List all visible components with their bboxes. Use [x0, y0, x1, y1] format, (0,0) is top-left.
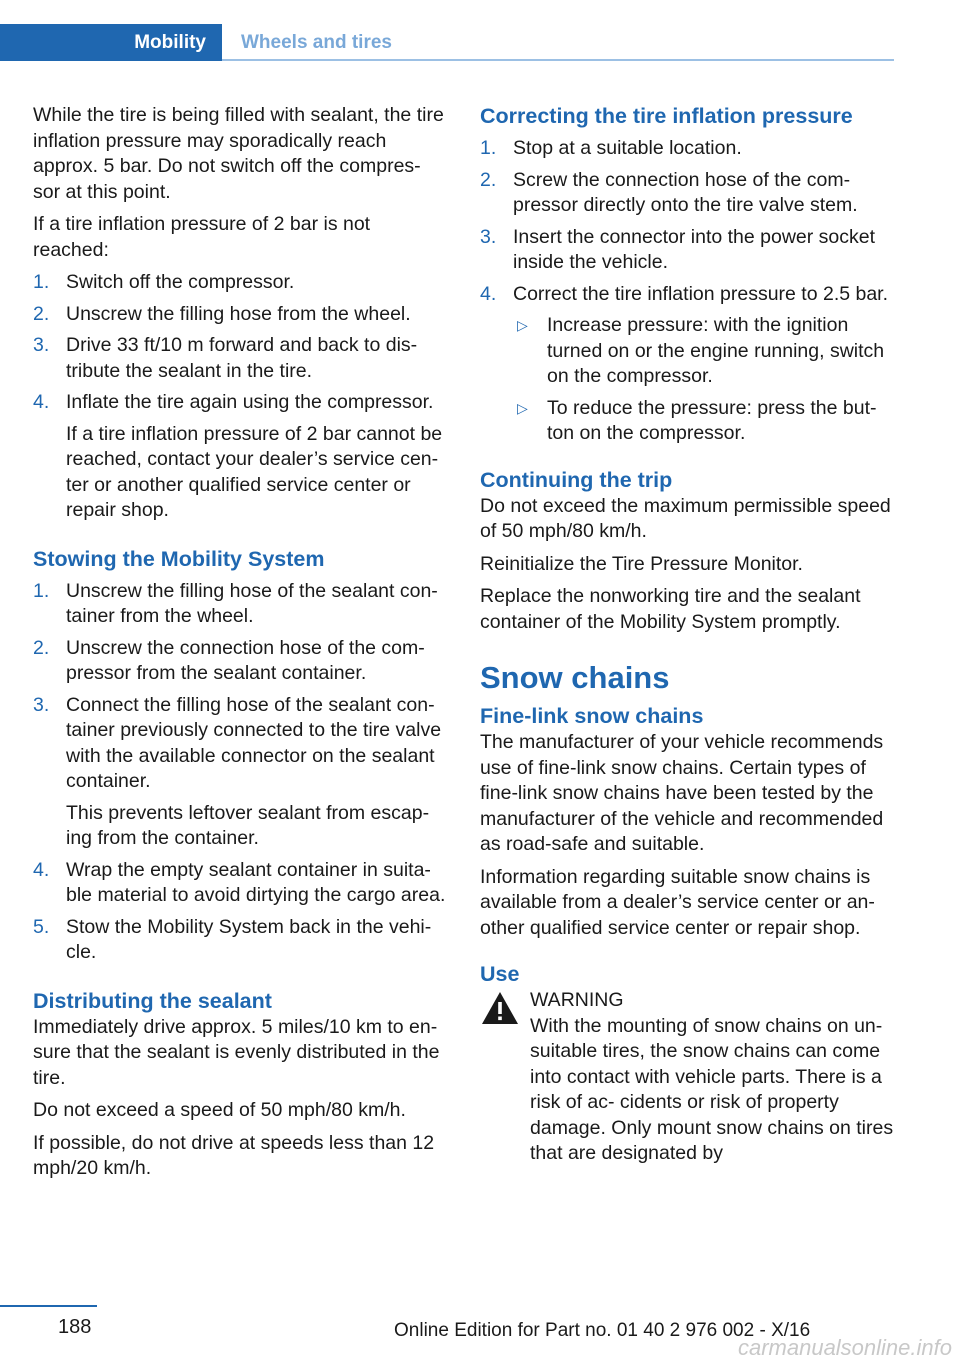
distributing-heading: Distributing the sealant: [33, 988, 272, 1013]
fine-link-paragraph-1: The manufacturer of your vehicle recommends use of fine-link snow chains. Certain types of fine-link snow chains have been tested by the manufacturer of the vehicle and recommended as road-safe and suitable.: [480, 731, 884, 855]
step-number: 3.: [33, 693, 50, 716]
use-heading: Use: [480, 962, 520, 986]
step-text: Correct the tire inflation pressure to 2.5 bar.: [513, 282, 889, 305]
list-item: [480, 168, 898, 219]
footer-rule: [0, 1305, 97, 1307]
list-item: [513, 396, 898, 447]
continuing-heading: Continuing the trip: [480, 467, 673, 492]
list-item: [513, 313, 898, 390]
warning-block: [480, 988, 898, 1167]
step-number: 3.: [480, 225, 497, 248]
step-number: 5.: [33, 915, 50, 938]
warning-title: WARNING: [530, 989, 624, 1011]
pressure-bullets: [513, 313, 898, 447]
step-subtext: If a tire inflation pressure of 2 bar cannot be reached, contact your dealer’s service cen‐ ter or another qualified service center or repair shop.: [66, 422, 443, 521]
step-number: 2.: [480, 168, 497, 191]
step-number: 1.: [480, 137, 497, 159]
bullet-text: To reduce the pressure: press the but‐ ton on the compressor.: [547, 396, 877, 444]
continuing-paragraph-2: Reinitialize the Tire Pressure Monitor.: [480, 552, 803, 575]
step-text: Switch off the compressor.: [66, 271, 295, 293]
step-subtext: This prevents leftover sealant from escap‐ ing from the container.: [66, 801, 430, 849]
stowing-heading: Stowing the Mobility System: [33, 546, 325, 571]
correcting-heading: Correcting the tire inflation pressure: [480, 104, 853, 128]
right-column: [480, 103, 898, 1167]
edition-text: Online Edition for Part no. 01 40 2 976 002 - X/16: [394, 1320, 811, 1341]
steps-list-correcting: [480, 136, 898, 447]
step-text: Insert the connector into the power socket inside the vehicle.: [513, 225, 876, 273]
step-number: 2.: [33, 636, 50, 659]
step-number: 4.: [33, 391, 50, 413]
distributing-paragraph-3: If possible, do not drive at speeds less than 12 mph/20 km/h.: [33, 1131, 435, 1179]
header-section-tab: Mobility: [0, 24, 222, 61]
step-text: Unscrew the filling hose of the sealant con‐ tainer from the wheel.: [66, 579, 438, 627]
continuing-paragraph-3: Replace the nonworking tire and the sealant container of the Mobility System promptly.: [480, 585, 861, 633]
intro-paragraph-1: While the tire is being filled with sealant, the tire inflation pressure may sporadically reach approx. 5 bar. Do not switch off the compres‐ sor at this point.: [33, 104, 444, 203]
list-item: [480, 282, 898, 447]
step-number: 1.: [33, 579, 50, 602]
step-text: Screw the connection hose of the com‐ pressor directly onto the tire valve stem.: [513, 168, 858, 216]
list-item: [33, 636, 451, 687]
step-text: Stop at a suitable location.: [513, 137, 742, 159]
step-text: Inflate the tire again using the compressor.: [66, 391, 434, 413]
step-text: Stow the Mobility System back in the vehi‐ cle.: [66, 915, 432, 963]
left-column: [33, 103, 451, 1189]
list-item: [33, 302, 451, 328]
step-text: Unscrew the filling hose from the wheel.: [66, 302, 411, 325]
steps-list-refill: [33, 270, 451, 524]
steps-list-stowing: [33, 579, 451, 966]
step-text: Drive 33 ft/10 m forward and back to dis‐ tribute the sealant in the tire.: [66, 334, 418, 382]
list-item: [33, 915, 451, 966]
list-item: [33, 390, 451, 524]
triangle-bullet-icon: ▷: [517, 317, 528, 333]
snow-chains-heading: Snow chains: [480, 660, 670, 695]
intro-paragraph-2: If a tire inflation pressure of 2 bar is not reached:: [33, 213, 371, 261]
list-item: [33, 693, 451, 852]
distributing-paragraph-1: Immediately drive approx. 5 miles/10 km to en‐ sure that the sealant is evenly distributed in the tire.: [33, 1015, 440, 1089]
step-number: 2.: [33, 302, 50, 325]
continuing-paragraph-1: Do not exceed the maximum permissible speed of 50 mph/80 km/h.: [480, 494, 891, 542]
header-subsection-tab: Wheels and tires: [241, 32, 392, 53]
bullet-text: Increase pressure: with the ignition turned on or the engine running, switch on the compressor.: [547, 314, 885, 387]
list-item: [33, 858, 451, 909]
warning-triangle-icon: [480, 990, 520, 1026]
step-number: 1.: [33, 271, 50, 293]
watermark: carmanualsonline.info: [737, 1335, 952, 1360]
warning-text: With the mounting of snow chains on un‐ suitable tires, the snow chains can come into contact with vehicle parts. There is a risk of ac‐ cidents or risk of property damage. Only mount snow chains on tires that are designated by: [530, 1014, 894, 1164]
step-text: Unscrew the connection hose of the com‐ pressor from the sealant container.: [66, 636, 425, 684]
triangle-bullet-icon: ▷: [517, 399, 528, 416]
page-number: 188: [58, 1316, 92, 1338]
step-number: 4.: [33, 858, 50, 881]
fine-link-paragraph-2: Information regarding suitable snow chains is available from a dealer’s service center or an‐ other qualified service center or repair shop.: [480, 865, 875, 939]
list-item: [33, 270, 451, 296]
header-rule: [222, 59, 894, 61]
step-text: Connect the filling hose of the sealant con‐ tainer previously connected to the tire valve with the available connector on the sealant container.: [66, 693, 442, 792]
step-number: 4.: [480, 282, 497, 305]
list-item: [33, 579, 451, 630]
step-number: 3.: [33, 334, 50, 356]
step-text: Wrap the empty sealant container in suita‐ ble material to avoid dirtying the cargo area.: [66, 858, 446, 906]
list-item: [33, 333, 451, 384]
list-item: [480, 225, 898, 276]
list-item: [480, 136, 898, 162]
fine-link-heading: Fine-link snow chains: [480, 704, 704, 728]
distributing-paragraph-2: Do not exceed a speed of 50 mph/80 km/h.: [33, 1099, 406, 1121]
